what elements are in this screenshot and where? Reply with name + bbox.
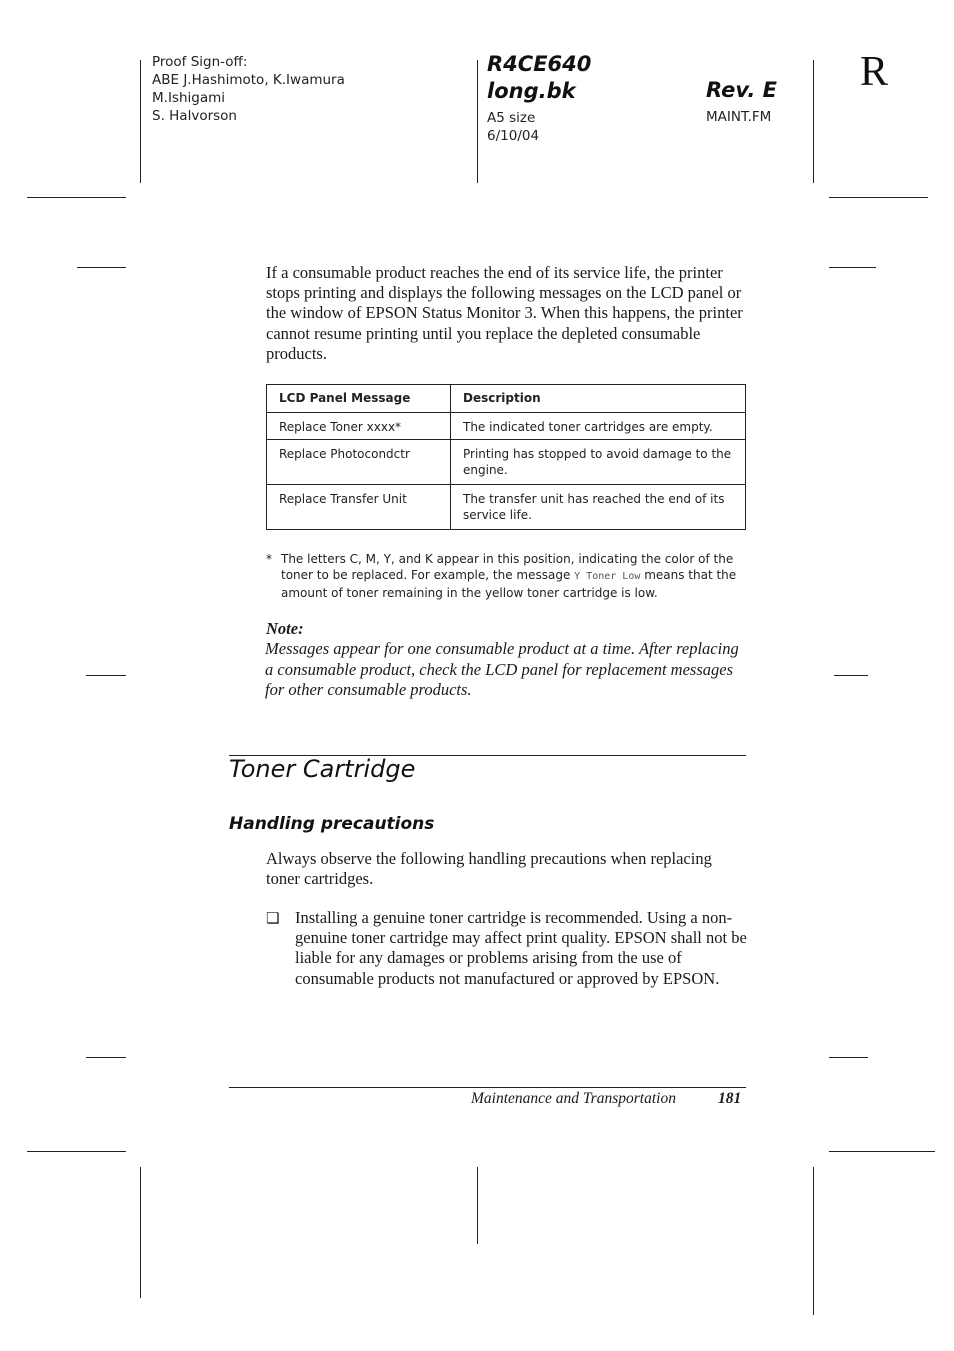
file-name: MAINT.FM — [706, 109, 772, 125]
table-cell: Replace Toner xxxx* — [267, 413, 451, 440]
proof-signoff — [152, 53, 345, 125]
footnote-marker: * — [266, 552, 272, 566]
proof-line: Proof Sign-off: — [152, 54, 248, 70]
proof-line: M.Ishigami — [152, 90, 226, 106]
footer-chapter: Maintenance and Transportation — [471, 1090, 676, 1107]
table-cell: Replace Transfer Unit — [267, 485, 451, 530]
crop-mark — [829, 267, 876, 268]
intro-paragraph: If a consumable product reaches the end of its service life, the printer stops printing and displays the following messages on the LCD panel or the window of EPSON Status Monitor 3. When this happens, the printer cannot resume printing until you replace the depleted consumable products. — [266, 263, 743, 363]
proof-line: S. Halvorson — [152, 108, 237, 124]
table-header-cell: LCD Panel Message — [267, 385, 451, 413]
footer-rule — [229, 1087, 746, 1088]
footnote-text-after: means that the amount of toner remaining in the yellow toner cartridge is low. — [281, 568, 737, 600]
crop-mark — [477, 60, 478, 183]
crop-mark — [829, 1057, 868, 1058]
print-date: 6/10/04 — [487, 128, 540, 144]
revision-label: Rev. E — [706, 78, 777, 102]
section-title: Toner Cartridge — [229, 755, 416, 783]
table-header-row — [267, 385, 746, 413]
crop-mark — [477, 1167, 478, 1244]
crop-mark — [27, 197, 126, 198]
crop-mark — [140, 60, 141, 183]
footnote-code: Y Toner Low — [574, 571, 641, 582]
table-cell: Replace Photocondctr — [267, 440, 451, 485]
note-label: Note: — [266, 619, 304, 638]
size-date — [487, 109, 539, 145]
table-row — [267, 413, 746, 440]
table-row — [267, 485, 746, 530]
crop-mark — [834, 675, 868, 676]
crop-mark — [813, 1167, 814, 1315]
checkbox-bullet-icon: ❏ — [266, 909, 280, 927]
book-code-line: R4CE640 — [487, 52, 592, 76]
footnote-text — [281, 551, 746, 601]
crop-mark — [829, 1151, 935, 1152]
crop-mark — [77, 267, 126, 268]
note-text: Messages appear for one consumable product at a time. After replacing a consumable product, check the LCD panel for replacement messages for other consumable products. — [265, 639, 739, 699]
page-number: 181 — [718, 1090, 742, 1107]
crop-mark — [86, 1057, 126, 1058]
table-cell: The indicated toner cartridges are empty. — [451, 413, 746, 440]
corner-mark: R — [860, 49, 889, 95]
crop-mark — [27, 1151, 126, 1152]
lcd-message-table — [266, 384, 746, 530]
handling-intro: Always observe the following handling precautions when replacing toner cartridges. — [266, 849, 712, 889]
crop-mark — [140, 1167, 141, 1298]
table-cell: Printing has stopped to avoid damage to the engine. — [451, 440, 746, 485]
table-cell: The transfer unit has reached the end of its service life. — [451, 485, 746, 530]
book-code-line: long.bk — [487, 79, 576, 103]
proof-line: ABE J.Hashimoto, K.Iwamura — [152, 72, 345, 88]
page-size: A5 size — [487, 110, 536, 126]
table-header-cell: Description — [451, 385, 746, 413]
subsection-title: Handling precautions — [229, 814, 435, 834]
book-code — [487, 51, 591, 105]
crop-mark — [86, 675, 126, 676]
crop-mark — [813, 60, 814, 183]
bullet-text: Installing a genuine toner cartridge is recommended. Using a non-genuine toner cartridge may affect print quality. EPSON shall not be liable for any damages or problems arising from the use of consumable products not manufactured or approved by EPSON. — [295, 908, 747, 988]
table-row — [267, 440, 746, 485]
footnote-text-before: The letters C, M, Y, and K appear in this position, indicating the color of the toner to be replaced. For example, the message — [281, 552, 734, 582]
crop-mark — [829, 197, 928, 198]
